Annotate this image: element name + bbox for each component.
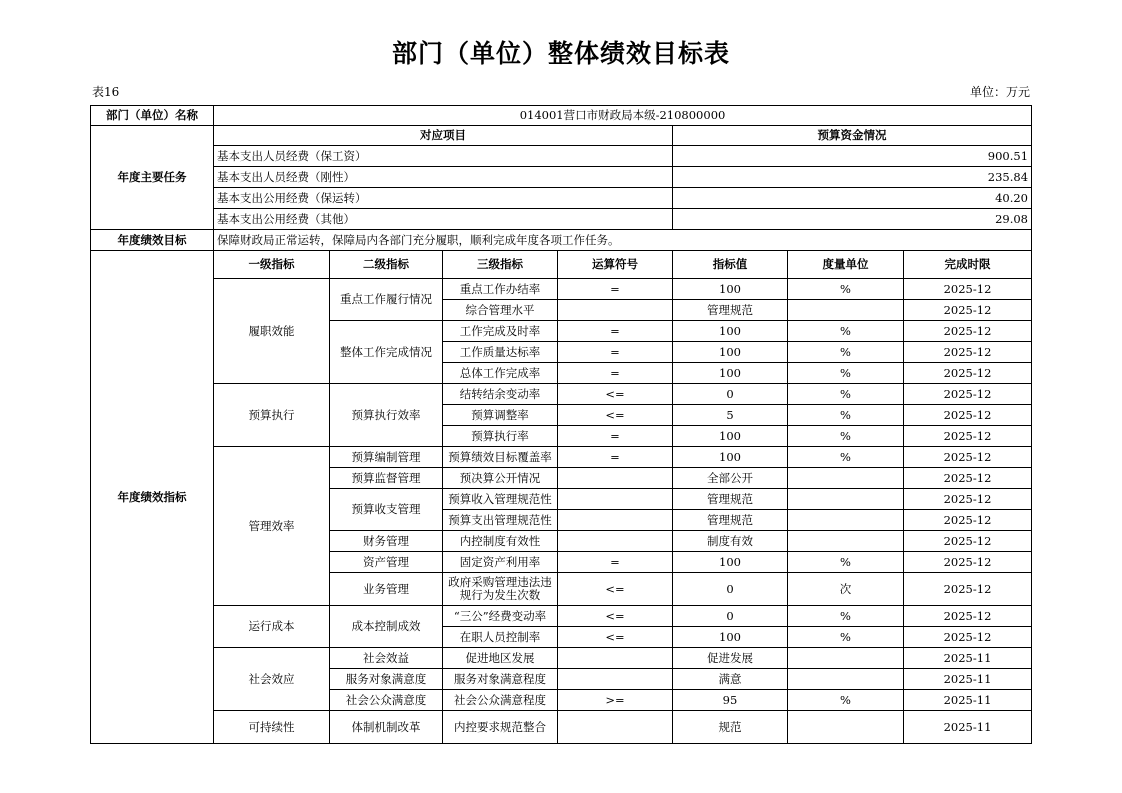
unit-cell: % (788, 342, 904, 363)
unit-cell: % (788, 384, 904, 405)
unit-cell (788, 510, 904, 531)
unit-cell: % (788, 321, 904, 342)
task-item: 基本支出人员经费（保工资） (214, 146, 673, 167)
value-cell: 管理规范 (673, 489, 788, 510)
task-item: 基本支出公用经费（其他） (214, 209, 673, 230)
indicator-row (91, 279, 1032, 300)
level3-cell: 预算支出管理规范性 (443, 510, 558, 531)
dept-row (91, 106, 1032, 126)
level2-cell: 整体工作完成情况 (330, 321, 443, 384)
level3-cell: 预决算公开情况 (443, 468, 558, 489)
level2-cell: 预算监督管理 (330, 468, 443, 489)
tasks-label: 年度主要任务 (91, 126, 214, 230)
col-header: 度量单位 (788, 251, 904, 279)
value-cell: 管理规范 (673, 300, 788, 321)
task-row (91, 167, 1032, 188)
level1-cell: 社会效应 (214, 648, 330, 711)
operator-cell: <= (558, 627, 673, 648)
level1-cell: 管理效率 (214, 447, 330, 606)
value-cell: 5 (673, 405, 788, 426)
operator-cell: = (558, 342, 673, 363)
operator-cell (558, 669, 673, 690)
level1-cell: 运行成本 (214, 606, 330, 648)
operator-cell: <= (558, 606, 673, 627)
unit-cell (788, 468, 904, 489)
level2-cell: 资产管理 (330, 552, 443, 573)
indicator-row (91, 447, 1032, 468)
table-number: 表16 (92, 85, 120, 99)
value-cell: 0 (673, 606, 788, 627)
deadline-cell: 2025-12 (904, 363, 1032, 384)
unit-cell: % (788, 627, 904, 648)
unit-cell (788, 669, 904, 690)
value-cell: 100 (673, 342, 788, 363)
deadline-cell: 2025-12 (904, 321, 1032, 342)
task-amount: 235.84 (673, 167, 1032, 188)
level3-cell: 固定资产利用率 (443, 552, 558, 573)
deadline-cell: 2025-12 (904, 510, 1032, 531)
deadline-cell: 2025-12 (904, 342, 1032, 363)
deadline-cell: 2025-12 (904, 426, 1032, 447)
col-header: 一级指标 (214, 251, 330, 279)
operator-cell: <= (558, 573, 673, 606)
value-cell: 0 (673, 573, 788, 606)
operator-cell: = (558, 363, 673, 384)
level3-cell: “三公”经费变动率 (443, 606, 558, 627)
value-cell: 制度有效 (673, 531, 788, 552)
unit-cell: % (788, 690, 904, 711)
operator-cell: = (558, 279, 673, 300)
indicator-row (91, 606, 1032, 627)
tasks-header-row (91, 126, 1032, 146)
col-header: 二级指标 (330, 251, 443, 279)
unit-cell: 次 (788, 573, 904, 606)
task-row (91, 188, 1032, 209)
task-item: 基本支出公用经费（保运转） (214, 188, 673, 209)
col-header: 完成时限 (904, 251, 1032, 279)
value-cell: 全部公开 (673, 468, 788, 489)
indicator-header-row (91, 251, 1032, 279)
tasks-col-budget: 预算资金情况 (673, 126, 1032, 146)
value-cell: 100 (673, 447, 788, 468)
value-cell: 100 (673, 552, 788, 573)
level1-cell: 履职效能 (214, 279, 330, 384)
level3-cell: 预算绩效目标覆盖率 (443, 447, 558, 468)
unit-cell (788, 531, 904, 552)
level2-cell: 成本控制成效 (330, 606, 443, 648)
level2-cell: 业务管理 (330, 573, 443, 606)
level3-cell: 内控要求规范整合 (443, 711, 558, 744)
indicator-row (91, 711, 1032, 744)
level3-cell: 总体工作完成率 (443, 363, 558, 384)
operator-cell (558, 489, 673, 510)
level3-cell: 促进地区发展 (443, 648, 558, 669)
performance-table (90, 105, 1032, 744)
unit-cell: % (788, 279, 904, 300)
level3-cell: 工作质量达标率 (443, 342, 558, 363)
unit-cell: % (788, 552, 904, 573)
operator-cell (558, 468, 673, 489)
value-cell: 100 (673, 426, 788, 447)
indicators-label: 年度绩效指标 (91, 251, 214, 744)
unit-cell (788, 300, 904, 321)
level3-cell: 结转结余变动率 (443, 384, 558, 405)
level3-cell: 重点工作办结率 (443, 279, 558, 300)
operator-cell: = (558, 321, 673, 342)
deadline-cell: 2025-11 (904, 690, 1032, 711)
value-cell: 管理规范 (673, 510, 788, 531)
deadline-cell: 2025-12 (904, 606, 1032, 627)
value-cell: 满意 (673, 669, 788, 690)
indicator-row (91, 384, 1032, 405)
page-title: 部门（单位）整体绩效目标表 (391, 39, 730, 68)
unit-cell: % (788, 405, 904, 426)
deadline-cell: 2025-12 (904, 279, 1032, 300)
operator-cell (558, 711, 673, 744)
level2-cell: 服务对象满意度 (330, 669, 443, 690)
deadline-cell: 2025-12 (904, 531, 1032, 552)
value-cell: 100 (673, 627, 788, 648)
col-header: 运算符号 (558, 251, 673, 279)
level3-cell: 内控制度有效性 (443, 531, 558, 552)
operator-cell: = (558, 447, 673, 468)
task-amount: 29.08 (673, 209, 1032, 230)
table-frame (90, 105, 1032, 768)
deadline-cell: 2025-12 (904, 552, 1032, 573)
operator-cell: >= (558, 690, 673, 711)
level3-cell: 预算收入管理规范性 (443, 489, 558, 510)
operator-cell: <= (558, 384, 673, 405)
level2-cell: 预算执行效率 (330, 384, 443, 447)
task-item: 基本支出人员经费（刚性） (214, 167, 673, 188)
unit-label: 单位：万元 (969, 85, 1030, 99)
level3-cell: 预算调整率 (443, 405, 558, 426)
level3-cell: 服务对象满意程度 (443, 669, 558, 690)
deadline-cell: 2025-12 (904, 489, 1032, 510)
deadline-cell: 2025-12 (904, 627, 1032, 648)
task-amount: 900.51 (673, 146, 1032, 167)
goal-text: 保障财政局正常运转，保障局内各部门充分履职，顺利完成年度各项工作任务。 (214, 230, 1032, 251)
unit-cell: % (788, 447, 904, 468)
unit-cell: % (788, 363, 904, 384)
value-cell: 100 (673, 321, 788, 342)
level3-cell: 政府采购管理违法违规行为发生次数 (443, 573, 558, 606)
deadline-cell: 2025-12 (904, 468, 1032, 489)
level2-cell: 重点工作履行情况 (330, 279, 443, 321)
unit-cell (788, 711, 904, 744)
dept-label: 部门（单位）名称 (91, 106, 214, 126)
task-row (91, 146, 1032, 167)
indicator-row (91, 648, 1032, 669)
level2-cell: 预算收支管理 (330, 489, 443, 531)
unit-cell: % (788, 426, 904, 447)
level3-cell: 社会公众满意程度 (443, 690, 558, 711)
operator-cell (558, 510, 673, 531)
value-cell: 0 (673, 384, 788, 405)
level2-cell: 财务管理 (330, 531, 443, 552)
operator-cell: = (558, 552, 673, 573)
goal-row (91, 230, 1032, 251)
col-header: 三级指标 (443, 251, 558, 279)
level2-cell: 体制机制改革 (330, 711, 443, 744)
operator-cell (558, 300, 673, 321)
tasks-col-item: 对应项目 (214, 126, 673, 146)
deadline-cell: 2025-11 (904, 669, 1032, 690)
dept-value: 014001营口市财政局本级-210800000 (214, 106, 1032, 126)
level1-cell: 预算执行 (214, 384, 330, 447)
level2-cell: 预算编制管理 (330, 447, 443, 468)
unit-cell (788, 489, 904, 510)
value-cell: 促进发展 (673, 648, 788, 669)
level2-cell: 社会效益 (330, 648, 443, 669)
value-cell: 规范 (673, 711, 788, 744)
operator-cell: <= (558, 405, 673, 426)
operator-cell (558, 531, 673, 552)
deadline-cell: 2025-12 (904, 405, 1032, 426)
level3-cell: 预算执行率 (443, 426, 558, 447)
operator-cell: = (558, 426, 673, 447)
value-cell: 95 (673, 690, 788, 711)
level2-cell: 社会公众满意度 (330, 690, 443, 711)
value-cell: 100 (673, 279, 788, 300)
level3-cell: 在职人员控制率 (443, 627, 558, 648)
deadline-cell: 2025-11 (904, 711, 1032, 744)
goal-label: 年度绩效目标 (91, 230, 214, 251)
value-cell: 100 (673, 363, 788, 384)
task-amount: 40.20 (673, 188, 1032, 209)
unit-cell: % (788, 606, 904, 627)
unit-cell (788, 648, 904, 669)
level3-cell: 综合管理水平 (443, 300, 558, 321)
level3-cell: 工作完成及时率 (443, 321, 558, 342)
level1-cell: 可持续性 (214, 711, 330, 744)
deadline-cell: 2025-12 (904, 573, 1032, 606)
deadline-cell: 2025-12 (904, 384, 1032, 405)
deadline-cell: 2025-12 (904, 300, 1032, 321)
deadline-cell: 2025-12 (904, 447, 1032, 468)
col-header: 指标值 (673, 251, 788, 279)
task-row (91, 209, 1032, 230)
operator-cell (558, 648, 673, 669)
deadline-cell: 2025-11 (904, 648, 1032, 669)
